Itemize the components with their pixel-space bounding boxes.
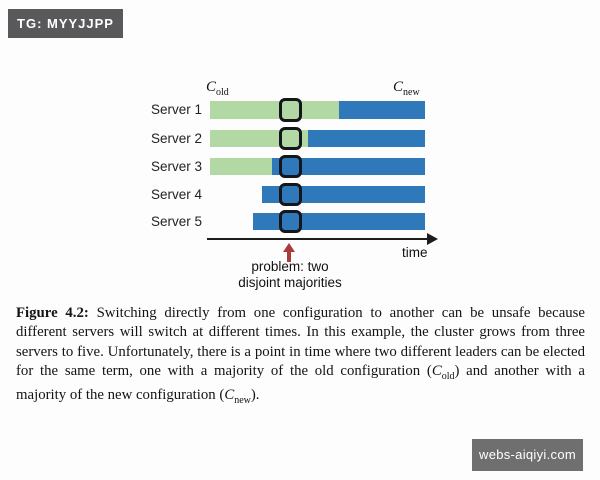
caption-body-3: ).: [250, 387, 260, 404]
caption-body-1: Switching directly from one configuration to another can be unsafe because different servers will switch at different times. In this example, the cluster grows from three servers to five. Unfortunately, there is a point in time where two different leaders can be elected for the same term, one with a majority of the old configuration (: [16, 305, 585, 379]
caption-c-old: C: [431, 362, 442, 379]
server-2-new-config-bar: [308, 130, 425, 147]
server-3-overlap-box: [279, 155, 302, 178]
watermark-badge-top-left: TG: MYYJJPP: [8, 9, 123, 38]
server-4-label: Server 4: [150, 187, 202, 202]
c-old-config-label: [206, 79, 229, 98]
time-axis-label: time: [402, 245, 428, 260]
c-new-base: C: [393, 79, 404, 95]
server-4-overlap-box: [279, 183, 302, 206]
caption-body-2: ) and another with a majority of the new configuration (: [16, 362, 585, 404]
caption-figure-number: Figure 4.2:: [16, 305, 89, 321]
server-1-label: Server 1: [150, 102, 202, 117]
server-3-old-config-bar: [210, 158, 272, 175]
server-2-label: Server 2: [150, 131, 202, 146]
caption-c-old-sub: old: [441, 370, 455, 382]
figure-caption: [16, 304, 585, 410]
c-new-subscript: new: [403, 87, 420, 98]
server-2-overlap-box: [279, 127, 302, 150]
caption-c-new-sub: new: [234, 395, 251, 407]
c-new-config-label: [393, 79, 420, 98]
time-axis-arrowhead-icon: [427, 233, 438, 245]
time-axis-line: [207, 238, 428, 240]
server-1-overlap-box: [279, 98, 302, 122]
server-5-overlap-box: [279, 210, 302, 233]
server-1-old-config-bar: [210, 101, 339, 119]
watermark-badge-bottom-right: webs-aiqiyi.com: [472, 439, 583, 471]
caption-c-new: C: [224, 387, 235, 404]
server-3-label: Server 3: [150, 159, 202, 174]
problem-annotation: [210, 259, 370, 290]
c-old-base: C: [206, 79, 217, 95]
problem-annotation-line1: problem: two: [251, 259, 329, 274]
problem-annotation-line2: disjoint majorities: [238, 274, 342, 290]
server-5-label: Server 5: [150, 214, 202, 229]
server-1-new-config-bar: [339, 101, 425, 119]
c-old-subscript: old: [216, 87, 229, 98]
